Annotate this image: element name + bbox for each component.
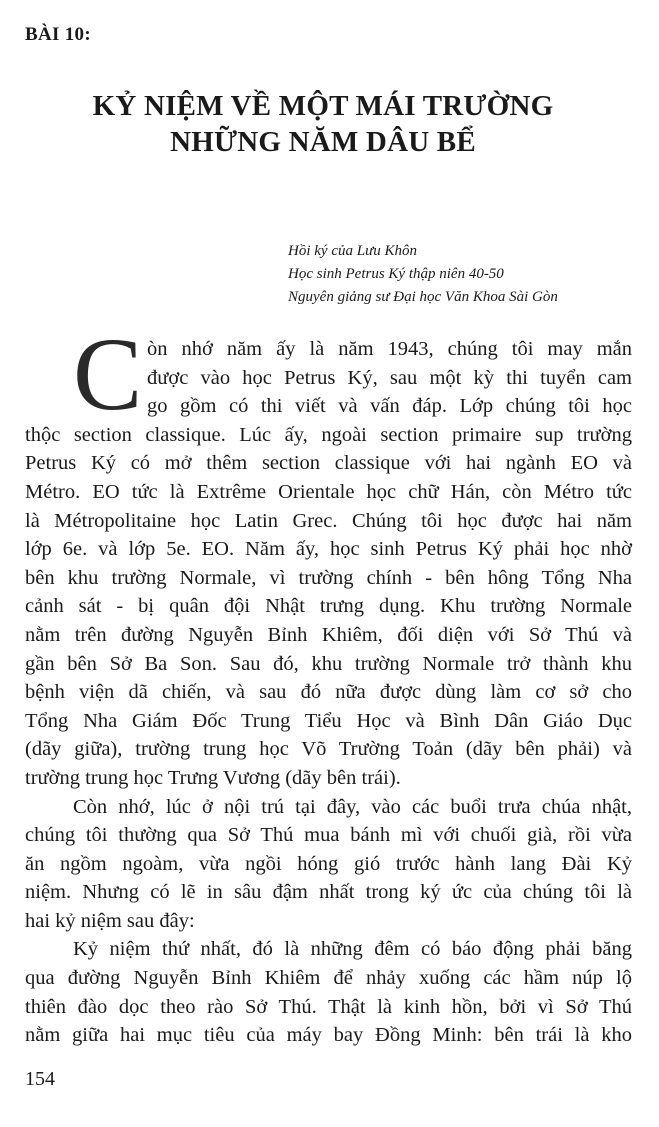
body-line: nằm trên đường Nguyễn Bỉnh Khiêm, đối diện với Sở Thú và xyxy=(25,623,632,646)
attribution-lecturer: Nguyên giảng sư Đại học Văn Khoa Sài Gòn xyxy=(288,289,558,305)
title-line: NHỮNG NĂM DÂU BỂ xyxy=(170,126,476,158)
attribution-author: Hồi ký của Lưu Khôn xyxy=(288,243,418,259)
body-line: òn nhớ năm ấy là năm 1943, chúng tôi may mắn xyxy=(147,338,632,360)
body-line: gần bên Sở Ba Son. Sau đó, khu trường Normale trở thành khu xyxy=(25,652,632,675)
body-line: qua đường Nguyễn Bỉnh Khiêm để nhảy xuống các hầm núp lộ xyxy=(25,967,632,990)
body-line: niệm. Nhưng có lẽ in sâu đậm nhất trong ký ức của chúng tôi là xyxy=(25,881,632,904)
body-line: chúng tôi thường qua Sở Thú mua bánh mì với chuối già, rồi vừa xyxy=(25,824,632,847)
body-line: nằm giữa hai mục tiêu của máy bay Đồng Minh: bên trái là kho xyxy=(25,1024,632,1047)
title-line: KỶ NIỆM VỀ MỘT MÁI TRƯỜNG xyxy=(92,90,554,122)
body-line: Kỷ niệm thứ nhất, đó là những đêm có báo động phải băng xyxy=(73,938,632,961)
body-line: lớp 6e. và lớp 5e. EO. Năm ấy, học sinh Petrus Ký phải học nhờ xyxy=(25,538,632,561)
lesson-label: BÀI 10: xyxy=(25,24,91,45)
article-body xyxy=(25,317,632,1050)
body-line: thộc section classique. Lúc ấy, ngoài section primaire sup trường xyxy=(25,423,632,446)
body-line: thiên đào dọc theo rào Sở Thú. Thật là kinh hồn, bởi vì Sở Thú xyxy=(25,995,632,1018)
body-line: trường trung học Trưng Vương (dãy bên trái). xyxy=(25,766,401,789)
drop-cap: C xyxy=(73,317,143,432)
page-number: 154 xyxy=(25,1068,55,1090)
body-line: go gồm có thi viết và vấn đáp. Lớp chúng tôi học xyxy=(147,395,632,418)
body-line: bệnh viện dã chiến, và sau đó nữa được dùng làm cơ sở cho xyxy=(25,681,632,704)
body-line: Còn nhớ, lúc ở nội trú tại đây, vào các buổi trưa chúa nhật, xyxy=(73,795,632,818)
body-line: là Métropolitaine học Latin Grec. Chúng tôi học được hai năm xyxy=(25,509,632,532)
article-title xyxy=(0,88,646,160)
attribution-block xyxy=(288,240,558,309)
body-line: bên khu trường Normale, vì trường chính - bên hông Tổng Nha xyxy=(25,566,632,589)
paragraph-1-opening xyxy=(25,317,632,432)
body-line: Tổng Nha Giám Đốc Trung Tiểu Học và Bình Dân Giáo Dục xyxy=(25,709,632,732)
body-line: hai kỷ niệm sau đây: xyxy=(25,909,195,932)
body-line: Petrus Ký có mở thêm section classique với hai ngành EO và xyxy=(25,452,632,475)
attribution-student: Học sinh Petrus Ký thập niên 40-50 xyxy=(288,266,504,282)
body-line: cảnh sát - bị quân đội Nhật trưng dụng. Khu trường Normale xyxy=(25,595,632,618)
body-line: ăn ngồm ngoàm, vừa ngồi hóng gió trước hành lang Đài Kỷ xyxy=(25,852,632,875)
body-line: (dãy giữa), trường trung học Võ Trường Toản (dãy bên phải) và xyxy=(25,738,632,761)
body-line: được vào học Petrus Ký, sau một kỳ thi tuyển cam xyxy=(147,366,632,389)
body-line: Métro. EO tức là Extrême Orientale học chữ Hán, còn Métro tức xyxy=(25,480,632,503)
